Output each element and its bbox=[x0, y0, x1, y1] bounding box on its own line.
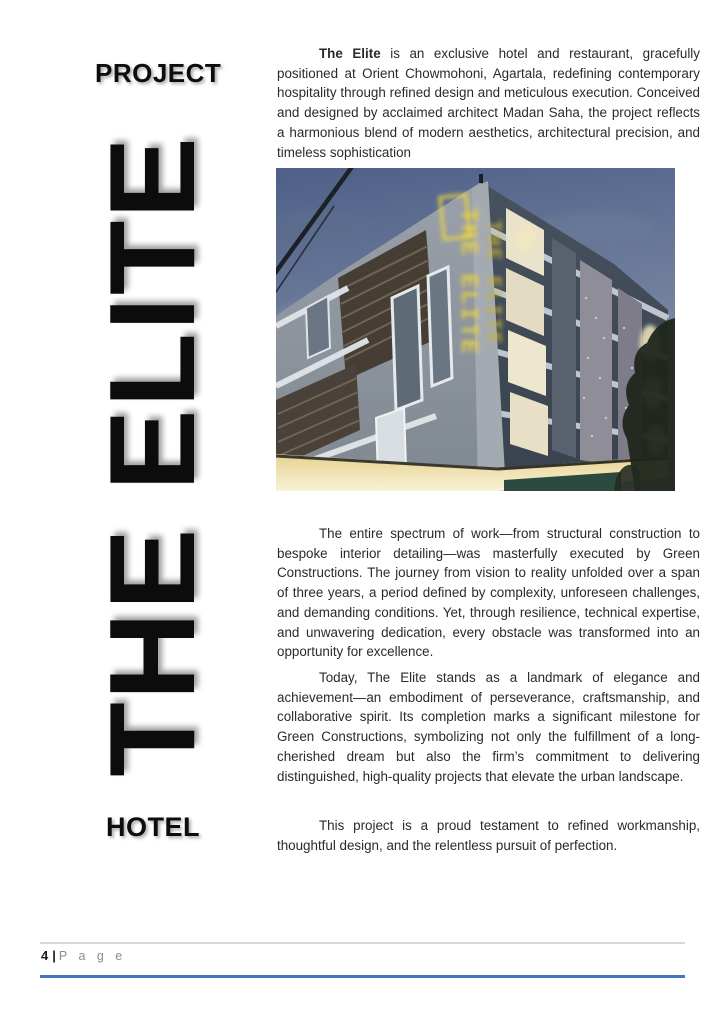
intro-paragraph bbox=[277, 44, 700, 162]
closing-paragraph: This project is a proud testament to refined workmanship, thoughtful design, and the relentless pursuit of perfection. bbox=[277, 818, 700, 853]
footer-page-label: P a g e bbox=[58, 949, 127, 963]
vertical-page-title: THE ELITE bbox=[84, 135, 220, 777]
rooftop-figure bbox=[479, 174, 483, 183]
building-photo bbox=[276, 168, 675, 491]
building-sign-text-side: THE ELITE bbox=[481, 220, 504, 347]
intro-paragraph-text: is an exclusive hotel and restaurant, gracefully positioned at Orient Chowmohoni, Agartala, redefining contemporary hospitality through refined design and meticulous execution. Conceived and designed by acclaimed architect Madan Saha, the project reflects a harmonious blend of modern aesthetics, architectural precision, and timeless sophistication bbox=[277, 46, 700, 160]
side-label-hotel: HOTEL bbox=[106, 812, 200, 842]
side-label-project: PROJECT bbox=[95, 58, 222, 88]
building-photo-illustration bbox=[276, 168, 675, 491]
building-sign-text: THE ELITE bbox=[454, 208, 481, 356]
footer-rule bbox=[40, 942, 685, 944]
page-number: 4 bbox=[41, 948, 49, 963]
footer-accent-line bbox=[40, 975, 685, 978]
intro-lead-bold: The Elite bbox=[319, 46, 381, 61]
construction-paragraph: The entire spectrum of work—from structural construction to bespoke interior detailing—was masterfully executed by Green Constructions. The journey from vision to reality unfolded over a span of three years, a period defined by complexity, unforeseen challenges, and demanding conditions. Yet, through resilience, technical expertise, and unwavering dedication, every obstacle was transformed into an opportunity for excellence. bbox=[277, 526, 700, 660]
footer bbox=[41, 948, 126, 963]
footer-separator: | bbox=[52, 948, 56, 963]
landmark-paragraph: Today, The Elite stands as a landmark of elegance and achievement—an embodiment of perseverance, craftsmanship, and collaborative spirit. Its completion marks a significant milestone for Green Constructions, symbolizing not only the fulfillment of a long-cherished dream but also the firm’s commitment to delivering distinguished, high-quality projects that elevate the urban landscape. bbox=[277, 670, 700, 784]
